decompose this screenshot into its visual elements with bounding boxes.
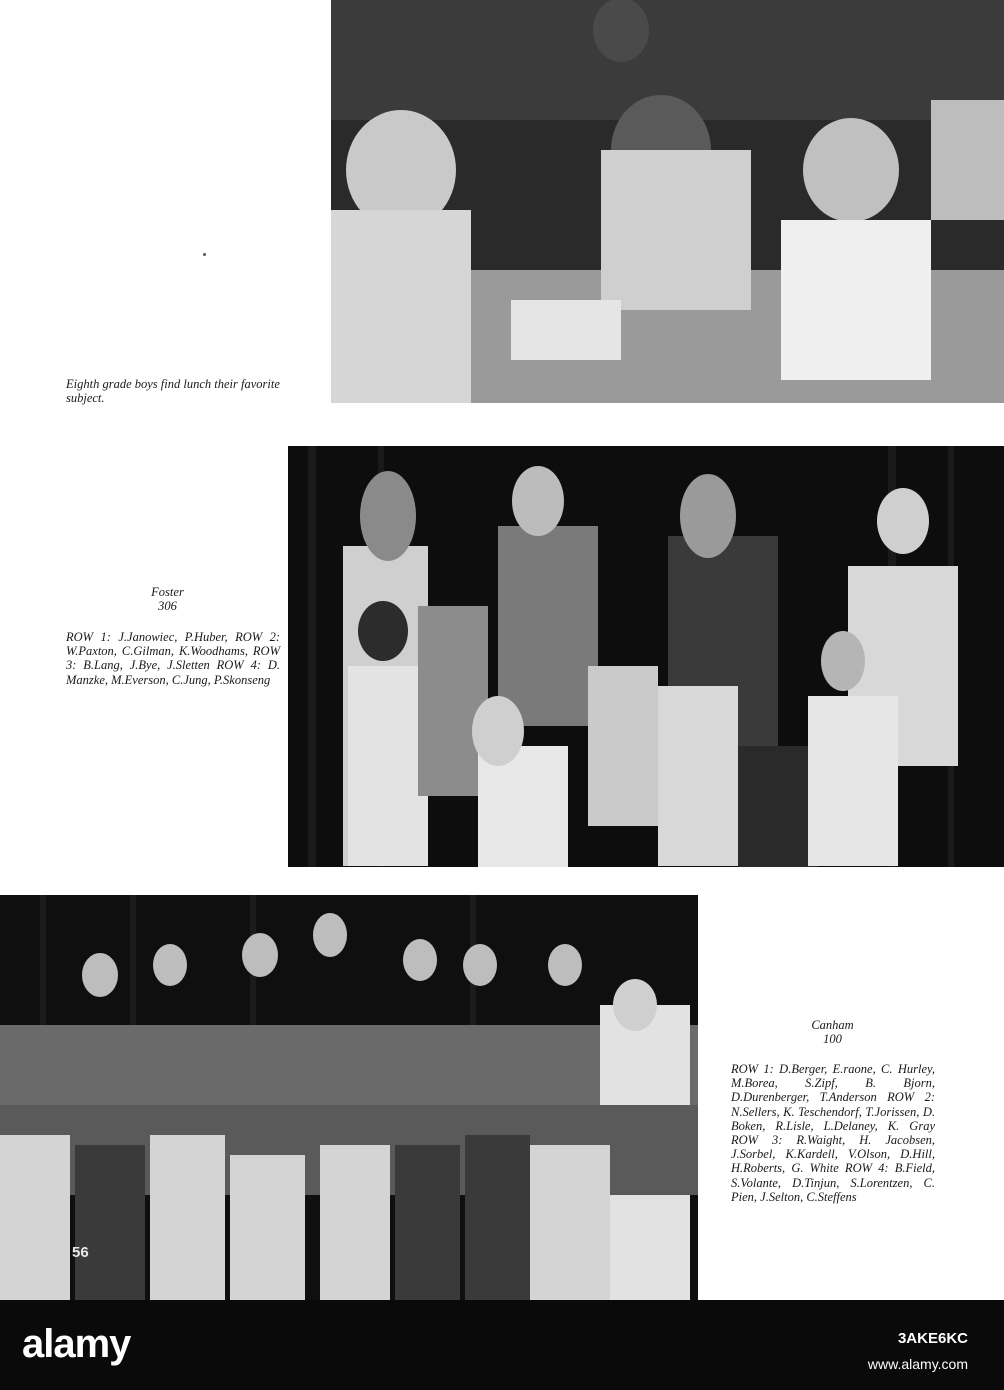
lunch-caption: Eighth grade boys find lunch their favorite subject. xyxy=(66,377,280,405)
teacher-name: Foster xyxy=(151,585,184,599)
teacher-name: Canham xyxy=(811,1018,854,1032)
room-number: 306 xyxy=(158,599,177,613)
foster-names: ROW 1: J.Janowiec, P.Huber, ROW 2: W.Paxton, C.Gilman, K.Woodhams, ROW 3: B.Lang, J.Bye, J.Sletten ROW 4: D. Manzke, M.Everson, C.Jung, P.Skonseng xyxy=(66,630,280,687)
foster-class-photo xyxy=(288,446,1004,867)
page-number: 56 xyxy=(72,1244,89,1261)
canham-names: ROW 1: D.Berger, E.raone, C. Hurley, M.Borea, S.Zipf, B. Bjorn, D.Durenberger, T.Anderson ROW 2: N.Sellers, K. Teschendorf, T.Jorissen, D. Boken, R.Lisle, L.Delaney, K. Gray ROW 3: R.Waight, H. Jacobsen, J.Sorbel, K.Kardell, V.Olson, D.Hill, H.Roberts, G. White ROW 4: B.Field, S.Volante, D.Tinjun, S.Lorentzen, C. Pien, J.Selton, C.Steffens xyxy=(731,1062,935,1204)
canham-title xyxy=(775,1018,890,1046)
watermark-url: www.alamy.com xyxy=(867,1356,968,1372)
canham-class-photo xyxy=(0,895,698,1300)
image-code: 3AKE6KC xyxy=(897,1330,968,1347)
foster-title xyxy=(110,585,225,613)
speck xyxy=(203,253,206,256)
watermark-footer xyxy=(0,1300,1004,1390)
lunch-photo xyxy=(331,0,1004,403)
watermark-logo: alamy xyxy=(22,1322,131,1366)
room-number: 100 xyxy=(823,1032,842,1046)
